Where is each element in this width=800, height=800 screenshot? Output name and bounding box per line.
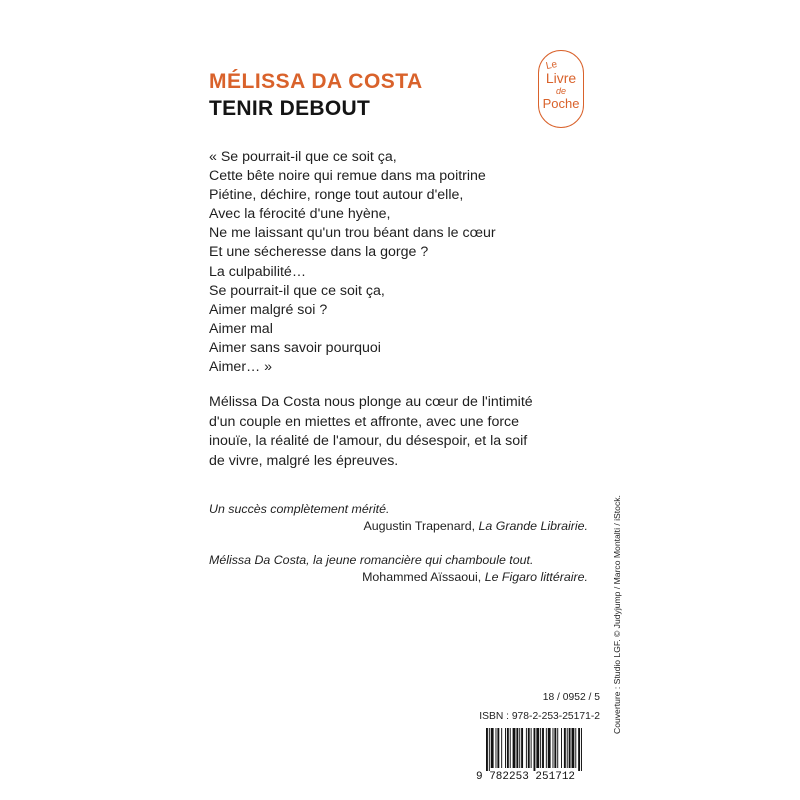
barcode-bar	[519, 728, 520, 768]
review-text: Un succès complètement mérité.	[209, 502, 390, 516]
barcode-bar	[510, 728, 511, 768]
review-source: La Grande Librairie.	[478, 519, 588, 533]
poem-line: La culpabilité…	[209, 263, 307, 280]
barcode-bar	[540, 728, 541, 768]
barcode-bar	[546, 728, 547, 768]
catalog-reference: 18 / 0952 / 5	[542, 692, 600, 703]
barcode-bar	[554, 728, 556, 768]
barcode-bar	[505, 728, 506, 768]
barcode-bar	[578, 728, 580, 771]
poem-line: Aimer… »	[209, 359, 273, 376]
poem-line: « Se pourrait-il que ce soit ça,	[209, 149, 397, 165]
poem-excerpt	[209, 148, 496, 377]
review-quote	[209, 501, 588, 535]
barcode-bar	[531, 728, 532, 768]
logo-de: de	[555, 86, 566, 96]
poem-line: Aimer malgré soi ?	[209, 301, 328, 318]
barcode-bar	[548, 728, 551, 768]
review-text: Mélissa Da Costa, la jeune romancière qui chamboule tout.	[209, 553, 534, 567]
poem-line: Se pourrait-il que ce soit ça,	[209, 282, 385, 299]
review-author: Augustin Trapenard,	[363, 519, 479, 533]
barcode-bar	[489, 728, 490, 771]
barcode-digits: 9 782253 251712	[476, 771, 576, 783]
isbn-number: ISBN : 978-2-253-25171-2	[479, 711, 600, 722]
barcode-bar	[534, 728, 536, 771]
cover-credit: Couverture : Studio LGF. © Judyjump / Marco Montalti / iStock.	[612, 495, 622, 734]
barcode-bar	[486, 728, 488, 771]
blurb-line: d'un couple en miettes et affronte, avec une force	[209, 413, 520, 430]
poem-line: Piétine, déchire, ronge tout autour d'elle,	[209, 187, 464, 204]
blurb-line: Mélissa Da Costa nous plonge au cœur de l'intimité	[209, 394, 533, 410]
barcode-bar	[507, 728, 509, 768]
barcode-bar	[526, 728, 527, 768]
barcode-bar	[491, 728, 494, 768]
book-author: MÉLISSA DA COSTA	[209, 70, 423, 93]
blurb-line: inouïe, la réalité de l'amour, du désespoir, et la soif	[209, 433, 528, 449]
barcode-bar	[561, 728, 562, 768]
barcode-bar	[564, 728, 566, 768]
barcode-bar	[572, 728, 575, 768]
barcode-bar	[553, 728, 554, 768]
review-author: Mohammed Aïssaoui,	[362, 570, 485, 584]
poem-line: Cette bête noire qui remue dans ma poitrine	[209, 168, 486, 185]
poem-line: Aimer sans savoir pourquoi	[209, 339, 381, 356]
book-title: TENIR DEBOUT	[209, 97, 371, 120]
barcode-bar	[575, 728, 576, 768]
barcode-bar	[581, 728, 582, 771]
barcode-bar	[557, 728, 558, 768]
barcode-bar	[536, 728, 539, 768]
barcode-bars	[486, 728, 603, 771]
blurb-line: de vivre, malgré les épreuves.	[209, 452, 399, 469]
barcode-bar	[567, 728, 568, 768]
logo-livre: Livre	[545, 70, 577, 86]
poem-line: Aimer mal	[209, 320, 273, 337]
poem-line: Et une sécheresse dans la gorge ?	[209, 244, 429, 261]
logo-poche: Poche	[542, 96, 580, 111]
barcode-bar	[521, 728, 523, 768]
review-attribution	[209, 569, 588, 586]
review-quote	[209, 552, 588, 586]
barcode-bar	[528, 728, 530, 768]
barcode-bar	[496, 728, 497, 768]
barcode-bar	[569, 728, 571, 768]
le-livre-de-poche-logo	[538, 50, 584, 128]
book-blurb	[209, 393, 533, 471]
poem-line: Avec la férocité d'une hyène,	[209, 206, 391, 223]
barcode-bar	[516, 728, 518, 768]
poem-line: Ne me laissant qu'un trou béant dans le cœur	[209, 225, 496, 242]
review-attribution	[209, 518, 588, 535]
logo-le: Le	[544, 58, 559, 73]
barcode-bar	[497, 728, 499, 768]
barcode-bar	[542, 728, 544, 768]
barcode-bar	[501, 728, 502, 768]
review-source: Le Figaro littéraire.	[484, 570, 588, 584]
barcode-bar	[513, 728, 516, 768]
